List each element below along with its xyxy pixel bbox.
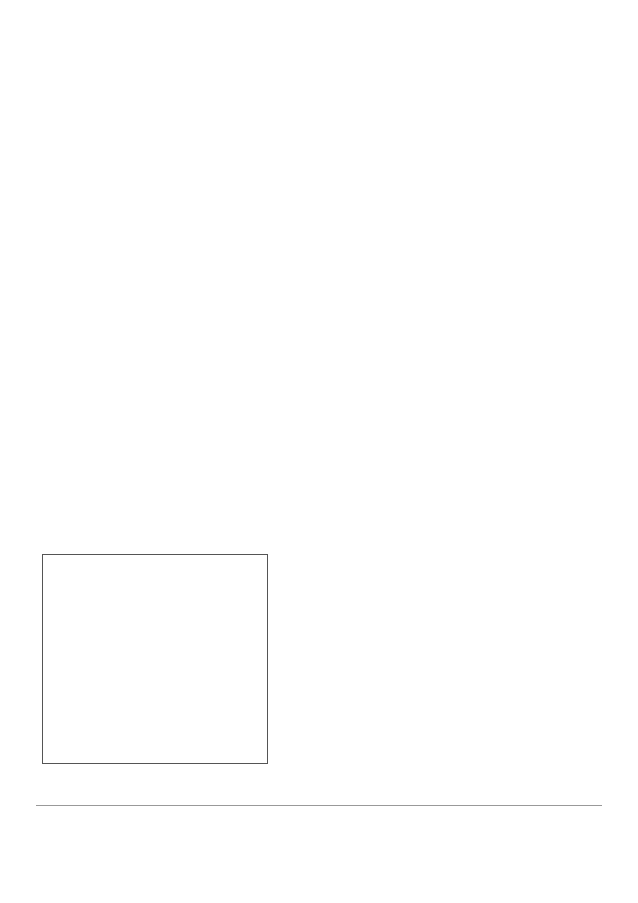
architecture-figure xyxy=(42,554,268,764)
footer-divider xyxy=(36,805,602,806)
left-column xyxy=(36,118,300,132)
right-column xyxy=(338,118,602,128)
